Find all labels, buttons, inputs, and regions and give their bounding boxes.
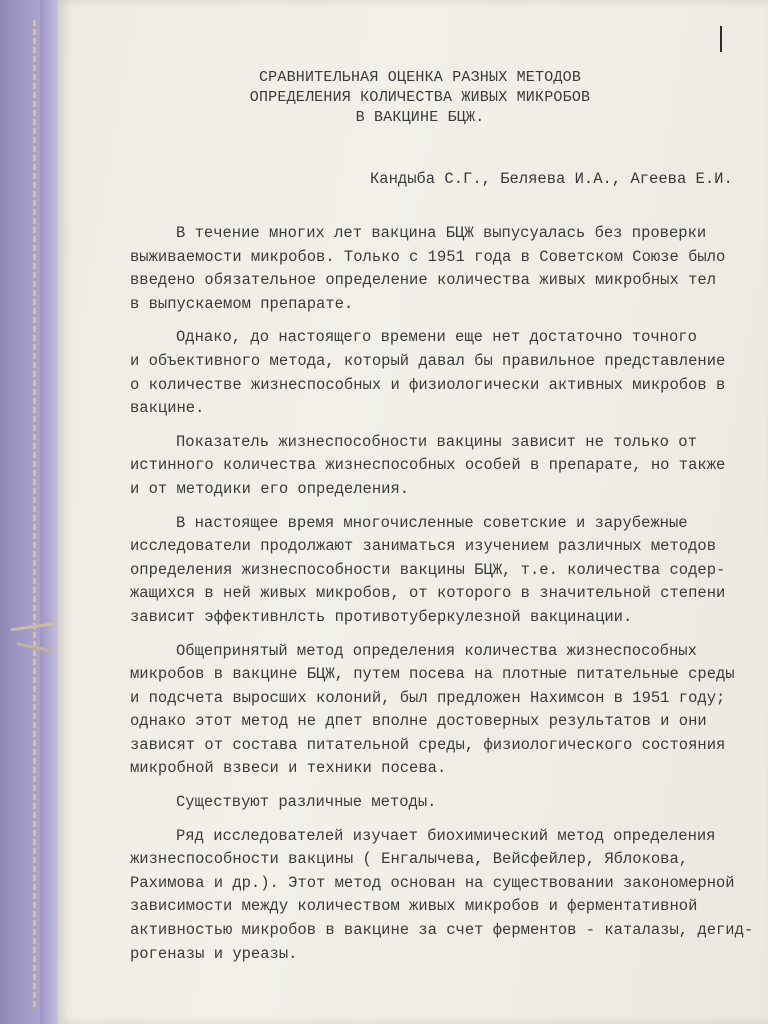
text-line: микробов в вакцине БЦЖ, путем посева на плотные питательные среды bbox=[130, 665, 735, 684]
text-line: определения жизнеспособности вакцины БЦЖ, т.е. количества содер- bbox=[130, 560, 726, 579]
paragraph-2 bbox=[130, 326, 740, 420]
text-line: выживаемости микробов. Только с 1951 года в Советском Союзе было bbox=[130, 247, 726, 266]
title-line: СРАВНИТЕЛЬНАЯ ОЦЕНКА РАЗНЫХ МЕТОДОВ bbox=[258, 69, 582, 86]
text-line: Показатель жизнеспособности вакцины зависит не только от bbox=[176, 432, 697, 451]
paragraph-1 bbox=[130, 222, 740, 316]
document-title bbox=[190, 68, 650, 128]
text-line: рогеназы и уреазы. bbox=[130, 944, 298, 963]
binder-fold bbox=[40, 0, 58, 1024]
text-line: Общепринятый метод определения количества жизнеспособных bbox=[176, 641, 697, 660]
text-line: активностью микробов в вакцине за счет ферментов - каталазы, дегид- bbox=[130, 921, 754, 940]
text-line: В течение многих лет вакцина БЦЖ выпусуалась без проверки bbox=[176, 224, 707, 242]
text-line: вакцине. bbox=[130, 399, 205, 418]
paragraph-4 bbox=[130, 512, 740, 630]
text-line: истинного количества жизнеспособных особей в препарате, но также bbox=[130, 456, 726, 475]
paragraph-3 bbox=[130, 431, 740, 502]
text-line: зависит эффективнлсть противотуберкулезной вакцинации. bbox=[130, 607, 633, 626]
text-line: и подсчета выросших колоний, был предложен Нахимсон в 1951 году; bbox=[130, 688, 726, 707]
authors-line: Кандыба С.Г., Беляева И.А., Агеева Е.И. bbox=[370, 170, 733, 188]
text-line: Однако, до настоящего времени еще нет достаточно точного bbox=[176, 328, 697, 347]
text-line: о количестве жизнеспособных и физиологически активных микробов в bbox=[130, 375, 726, 394]
text-line: жизнеспособности вакцины ( Енгалычева, Вейсфейлер, Яблокова, bbox=[130, 850, 689, 869]
document-body bbox=[130, 222, 754, 976]
text-line: однако этот метод не дпет вполне достоверных результатов и они bbox=[130, 712, 707, 731]
text-line: и от методики его определения. bbox=[130, 479, 410, 498]
text-line: исследователи продолжают заниматься изучением различных методов bbox=[130, 537, 716, 556]
text-line: зависят от состава питательной среды, физиологического состояния bbox=[130, 735, 726, 754]
text-line: Рахимова и др.). Этот метод основан на существовании закономерной bbox=[130, 873, 735, 892]
paragraph-6 bbox=[130, 791, 740, 815]
pen-mark bbox=[720, 26, 722, 52]
paragraph-7 bbox=[130, 825, 754, 967]
text-line: микробной взвеси и техники посева. bbox=[130, 759, 447, 778]
text-line: введено обязательное определение количества живых микробных тел bbox=[130, 271, 716, 290]
text-line: В настоящее время многочисленные советские и зарубежные bbox=[176, 513, 688, 532]
text-line: и объективного метода, который давал бы правильное представление bbox=[130, 351, 726, 370]
text-line: зависимости между количеством живых микробов и ферментативной bbox=[130, 897, 698, 916]
paragraph-5 bbox=[130, 640, 740, 782]
binding-string bbox=[33, 20, 36, 1010]
text-line: в выпускаемом препарате. bbox=[130, 294, 354, 313]
title-line: В ВАКЦИНЕ БЦЖ. bbox=[355, 109, 485, 126]
text-line: Существуют различные методы. bbox=[176, 793, 437, 812]
text-line: жащихся в ней живых микробов, от которого в значительной степени bbox=[130, 584, 726, 603]
title-line: ОПРЕДЕЛЕНИЯ КОЛИЧЕСТВА ЖИВЫХ МИКРОБОВ bbox=[249, 89, 591, 106]
text-line: Ряд исследователей изучает биохимический метод определения bbox=[176, 826, 716, 845]
